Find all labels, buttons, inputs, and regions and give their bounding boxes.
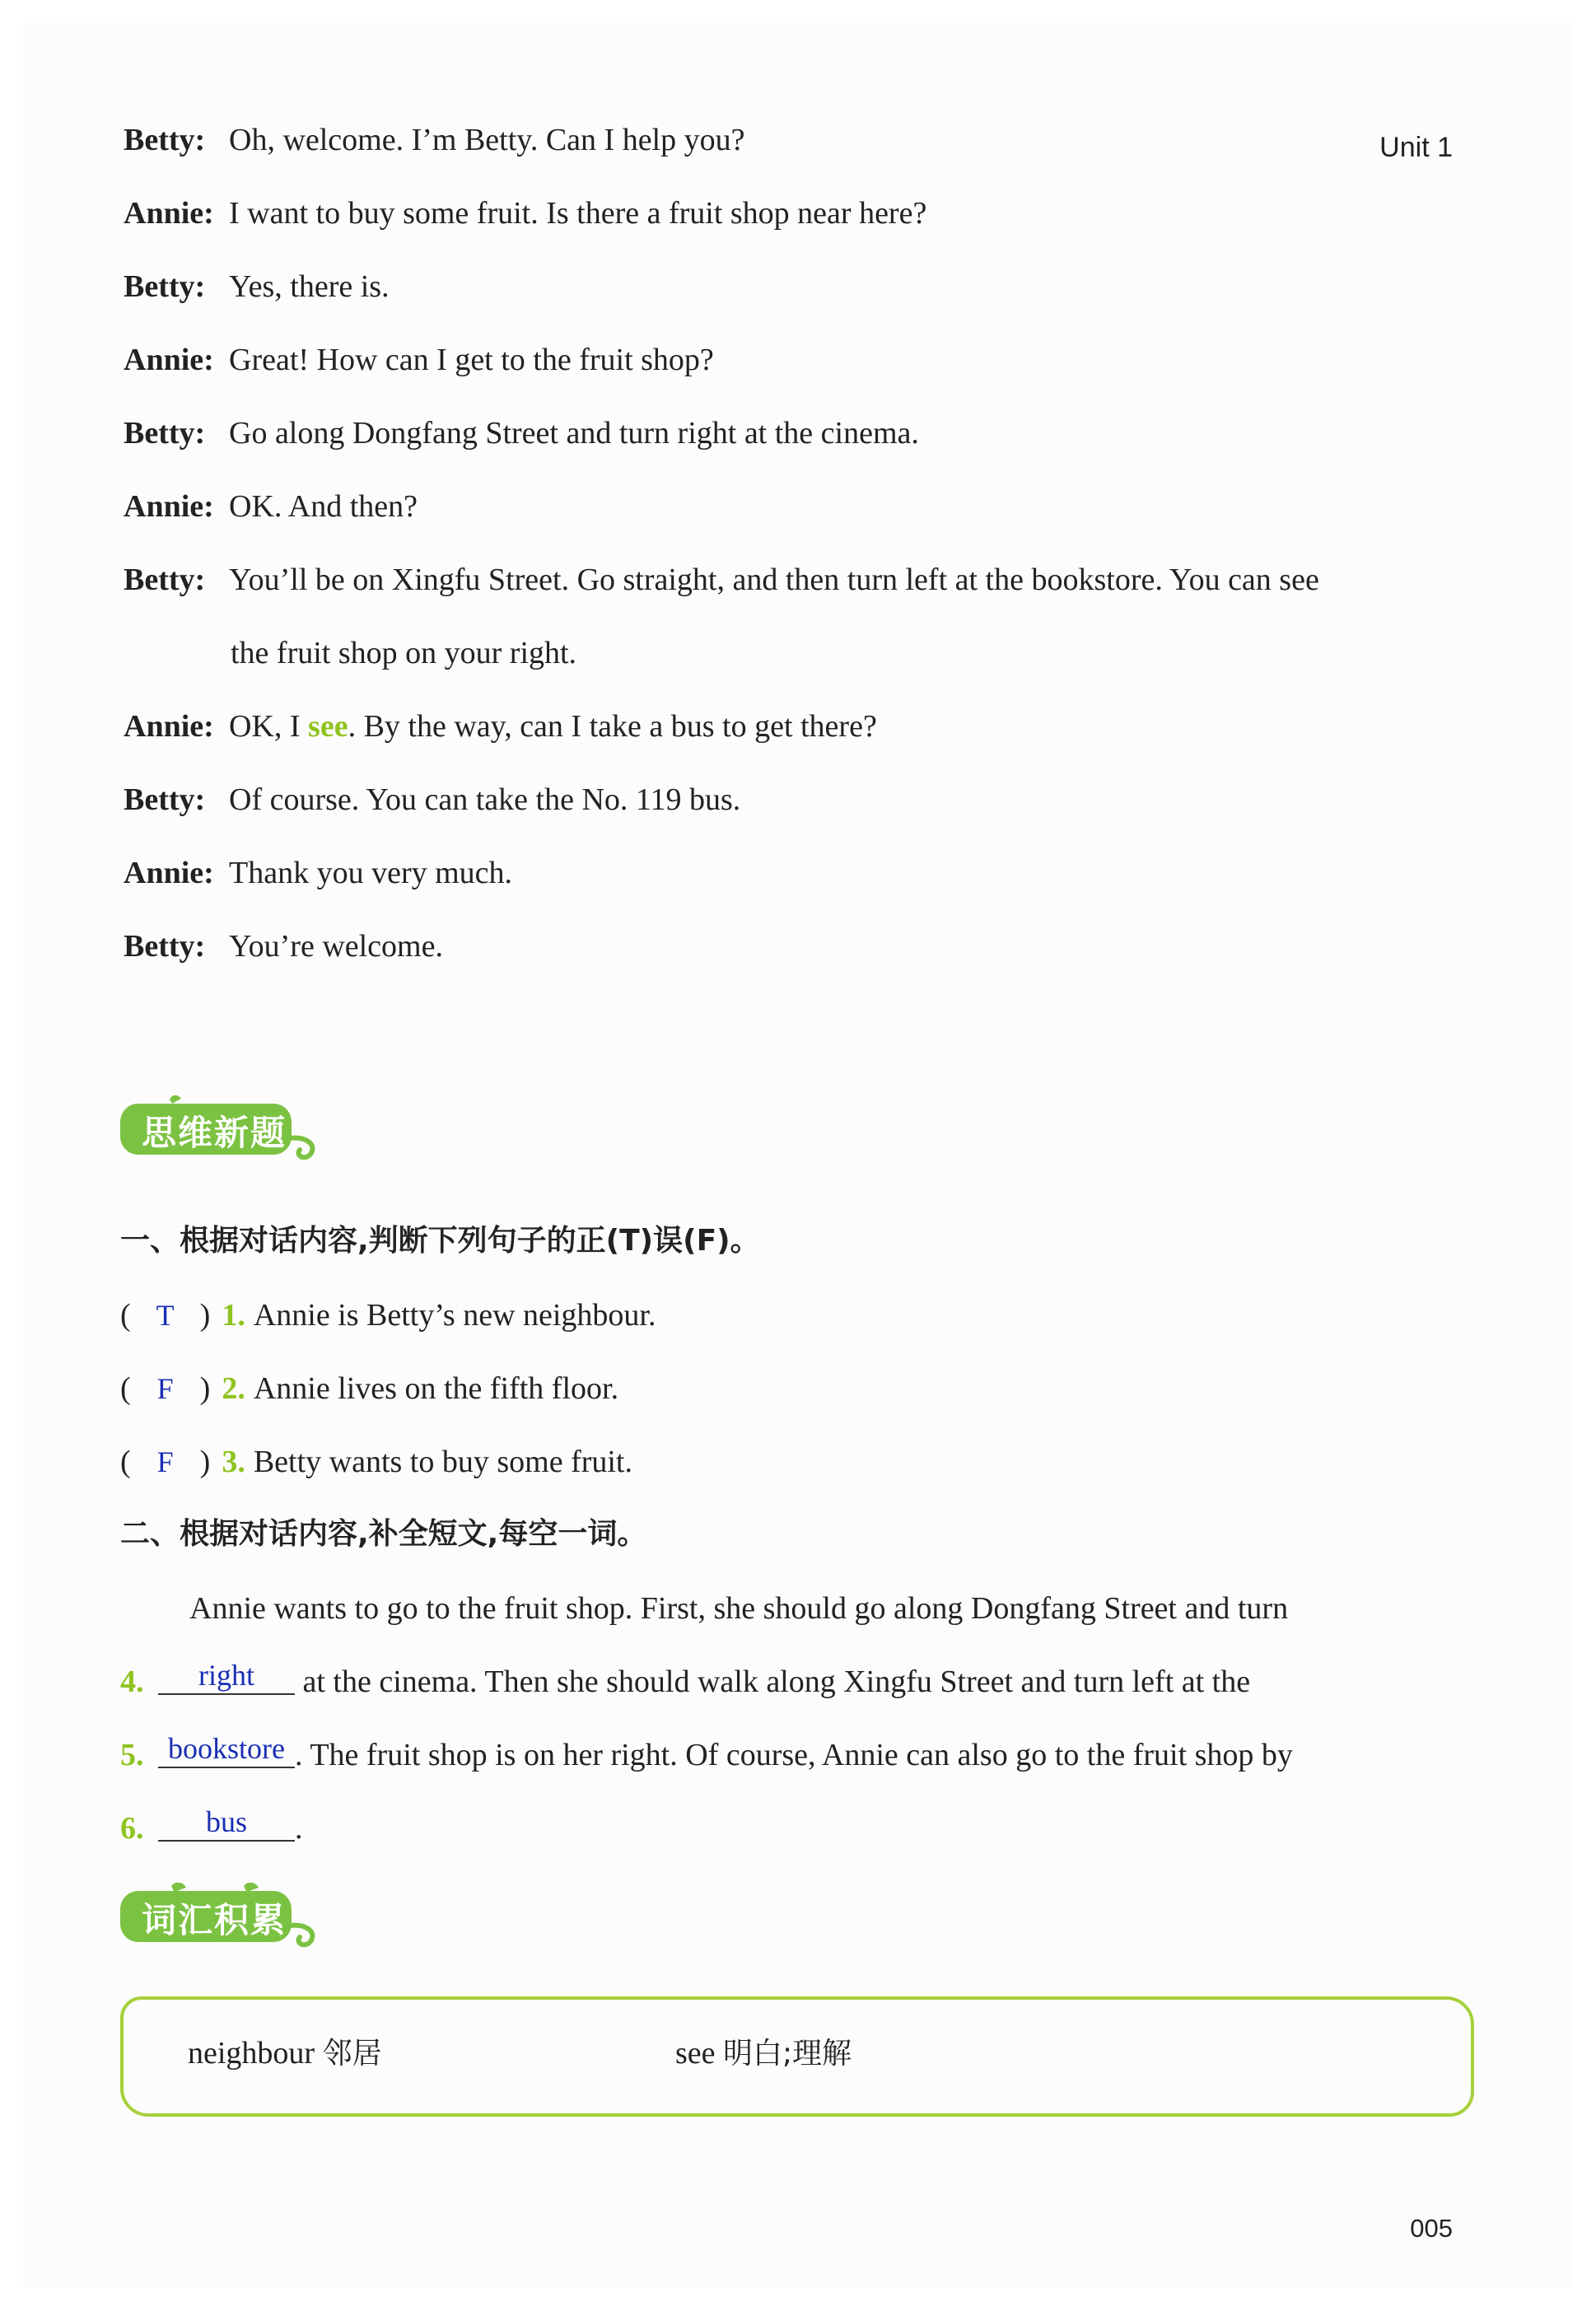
blank-number: 5. bbox=[120, 1738, 144, 1772]
utterance: Go along Dongfang Street and turn right at the cinema. bbox=[229, 416, 919, 451]
answer-mark: F bbox=[156, 1372, 174, 1405]
item-number: 3. bbox=[222, 1445, 245, 1479]
speaker-name: Annie bbox=[124, 343, 204, 377]
dialogue-line: Betty: Go along Dongfang Street and turn right at the cinema. bbox=[124, 416, 919, 451]
fill-blank: right bbox=[158, 1657, 295, 1695]
highlighted-word: see bbox=[308, 709, 348, 744]
passage-line: 6. bus . bbox=[120, 1808, 303, 1849]
item-number: 2. bbox=[222, 1371, 245, 1406]
speaker-name: Betty bbox=[124, 269, 195, 304]
unit-label: Unit 1 bbox=[1379, 132, 1453, 163]
dialogue-line: Annie: OK. And then? bbox=[124, 489, 418, 524]
dialogue-line: Betty: You’re welcome. bbox=[124, 929, 443, 964]
vocab-entry bbox=[188, 2033, 382, 2075]
item-text: Annie is Betty’s new neighbour. bbox=[253, 1298, 656, 1333]
answer-mark: F bbox=[156, 1445, 174, 1478]
utterance: I want to buy some fruit. Is there a fruit shop near here? bbox=[229, 196, 927, 231]
passage-line: 4. right at the cinema. Then she should walk along Xingfu Street and turn left at the bbox=[120, 1661, 1250, 1702]
true-false-item: ( F ) 3. Betty wants to buy some fruit. bbox=[120, 1441, 632, 1482]
true-false-item: ( T ) 1. Annie is Betty’s new neighbour. bbox=[120, 1295, 656, 1336]
page-number: 005 bbox=[1410, 2214, 1453, 2243]
speaker-name: Betty bbox=[124, 782, 195, 817]
passage-line: 5. bookstore . The fruit shop is on her right. Of course, Annie can also go to the fruit shop by bbox=[120, 1734, 1293, 1776]
dialogue-line: Betty: You’ll be on Xingfu Street. Go straight, and then turn left at the bookstore. You can see bbox=[124, 563, 1319, 597]
utterance: Oh, welcome. I’m Betty. Can I help you? bbox=[229, 123, 745, 157]
answer-mark: T bbox=[156, 1299, 175, 1332]
fill-blank: bus bbox=[158, 1804, 295, 1842]
vocab-word: see bbox=[675, 2036, 716, 2071]
dialogue-line: Annie: I want to buy some fruit. Is there a fruit shop near here? bbox=[124, 196, 927, 231]
utterance: Yes, there is. bbox=[229, 269, 390, 304]
dialogue-line: Annie: Great! How can I get to the fruit shop? bbox=[124, 343, 714, 377]
dialogue-line: Betty: Yes, there is. bbox=[124, 269, 390, 304]
dialogue-line: Annie: Thank you very much. bbox=[124, 856, 513, 890]
utterance: Thank you very much. bbox=[229, 856, 513, 890]
badge-label: 思维新题 bbox=[142, 1113, 287, 1153]
speaker-name: Annie bbox=[124, 196, 204, 231]
section-badge-vocabulary bbox=[120, 1883, 367, 1945]
badge-label: 词汇积累 bbox=[142, 1900, 287, 1940]
vocab-meaning: 邻居 bbox=[322, 2037, 382, 2071]
vocab-entry bbox=[675, 2033, 852, 2075]
dialogue-line: Annie: OK, I see. By the way, can I take a bus to get there? bbox=[124, 709, 877, 744]
utterance: You’ll be on Xingfu Street. Go straight, and then turn left at the bookstore. You can see bbox=[229, 563, 1319, 597]
section-badge-thinking bbox=[120, 1095, 367, 1158]
item-text: Annie lives on the fifth floor. bbox=[253, 1371, 619, 1406]
utterance: Great! How can I get to the fruit shop? bbox=[229, 343, 714, 377]
blank-number: 4. bbox=[120, 1664, 144, 1699]
utterance-continuation: the fruit shop on your right. bbox=[231, 636, 577, 670]
vocabulary-box bbox=[120, 1996, 1474, 2117]
speaker-name: Annie bbox=[124, 856, 204, 890]
vocab-word: neighbour bbox=[188, 2036, 315, 2071]
speaker-name: Betty bbox=[124, 416, 195, 451]
part1-heading: 一、根据对话内容,判断下列句子的正(T)误(F)。 bbox=[120, 1224, 760, 1258]
vocab-meaning: 明白;理解 bbox=[723, 2037, 852, 2071]
true-false-item: ( F ) 2. Annie lives on the fifth floor. bbox=[120, 1368, 618, 1409]
speaker-name: Betty bbox=[124, 929, 195, 964]
passage-line: Annie wants to go to the fruit shop. First, she should go along Dongfang Street and turn bbox=[189, 1591, 1289, 1626]
dialogue-line: Betty: Of course. You can take the No. 119 bus. bbox=[124, 782, 741, 817]
workbook-page bbox=[23, 23, 1573, 2288]
speaker-name: Betty bbox=[124, 123, 195, 157]
utterance: OK. And then? bbox=[229, 489, 418, 524]
blank-number: 6. bbox=[120, 1811, 144, 1846]
speaker-name: Betty bbox=[124, 563, 195, 597]
utterance: Of course. You can take the No. 119 bus. bbox=[229, 782, 741, 817]
dialogue-line: Betty: Oh, welcome. I’m Betty. Can I help you? bbox=[124, 123, 745, 157]
item-number: 1. bbox=[222, 1298, 245, 1333]
item-text: Betty wants to buy some fruit. bbox=[253, 1445, 632, 1479]
part2-heading: 二、根据对话内容,补全短文,每空一词。 bbox=[120, 1517, 647, 1551]
fill-blank: bookstore bbox=[158, 1730, 295, 1768]
utterance: You’re welcome. bbox=[229, 929, 443, 964]
speaker-name: Annie bbox=[124, 489, 204, 524]
speaker-name: Annie bbox=[124, 709, 204, 744]
